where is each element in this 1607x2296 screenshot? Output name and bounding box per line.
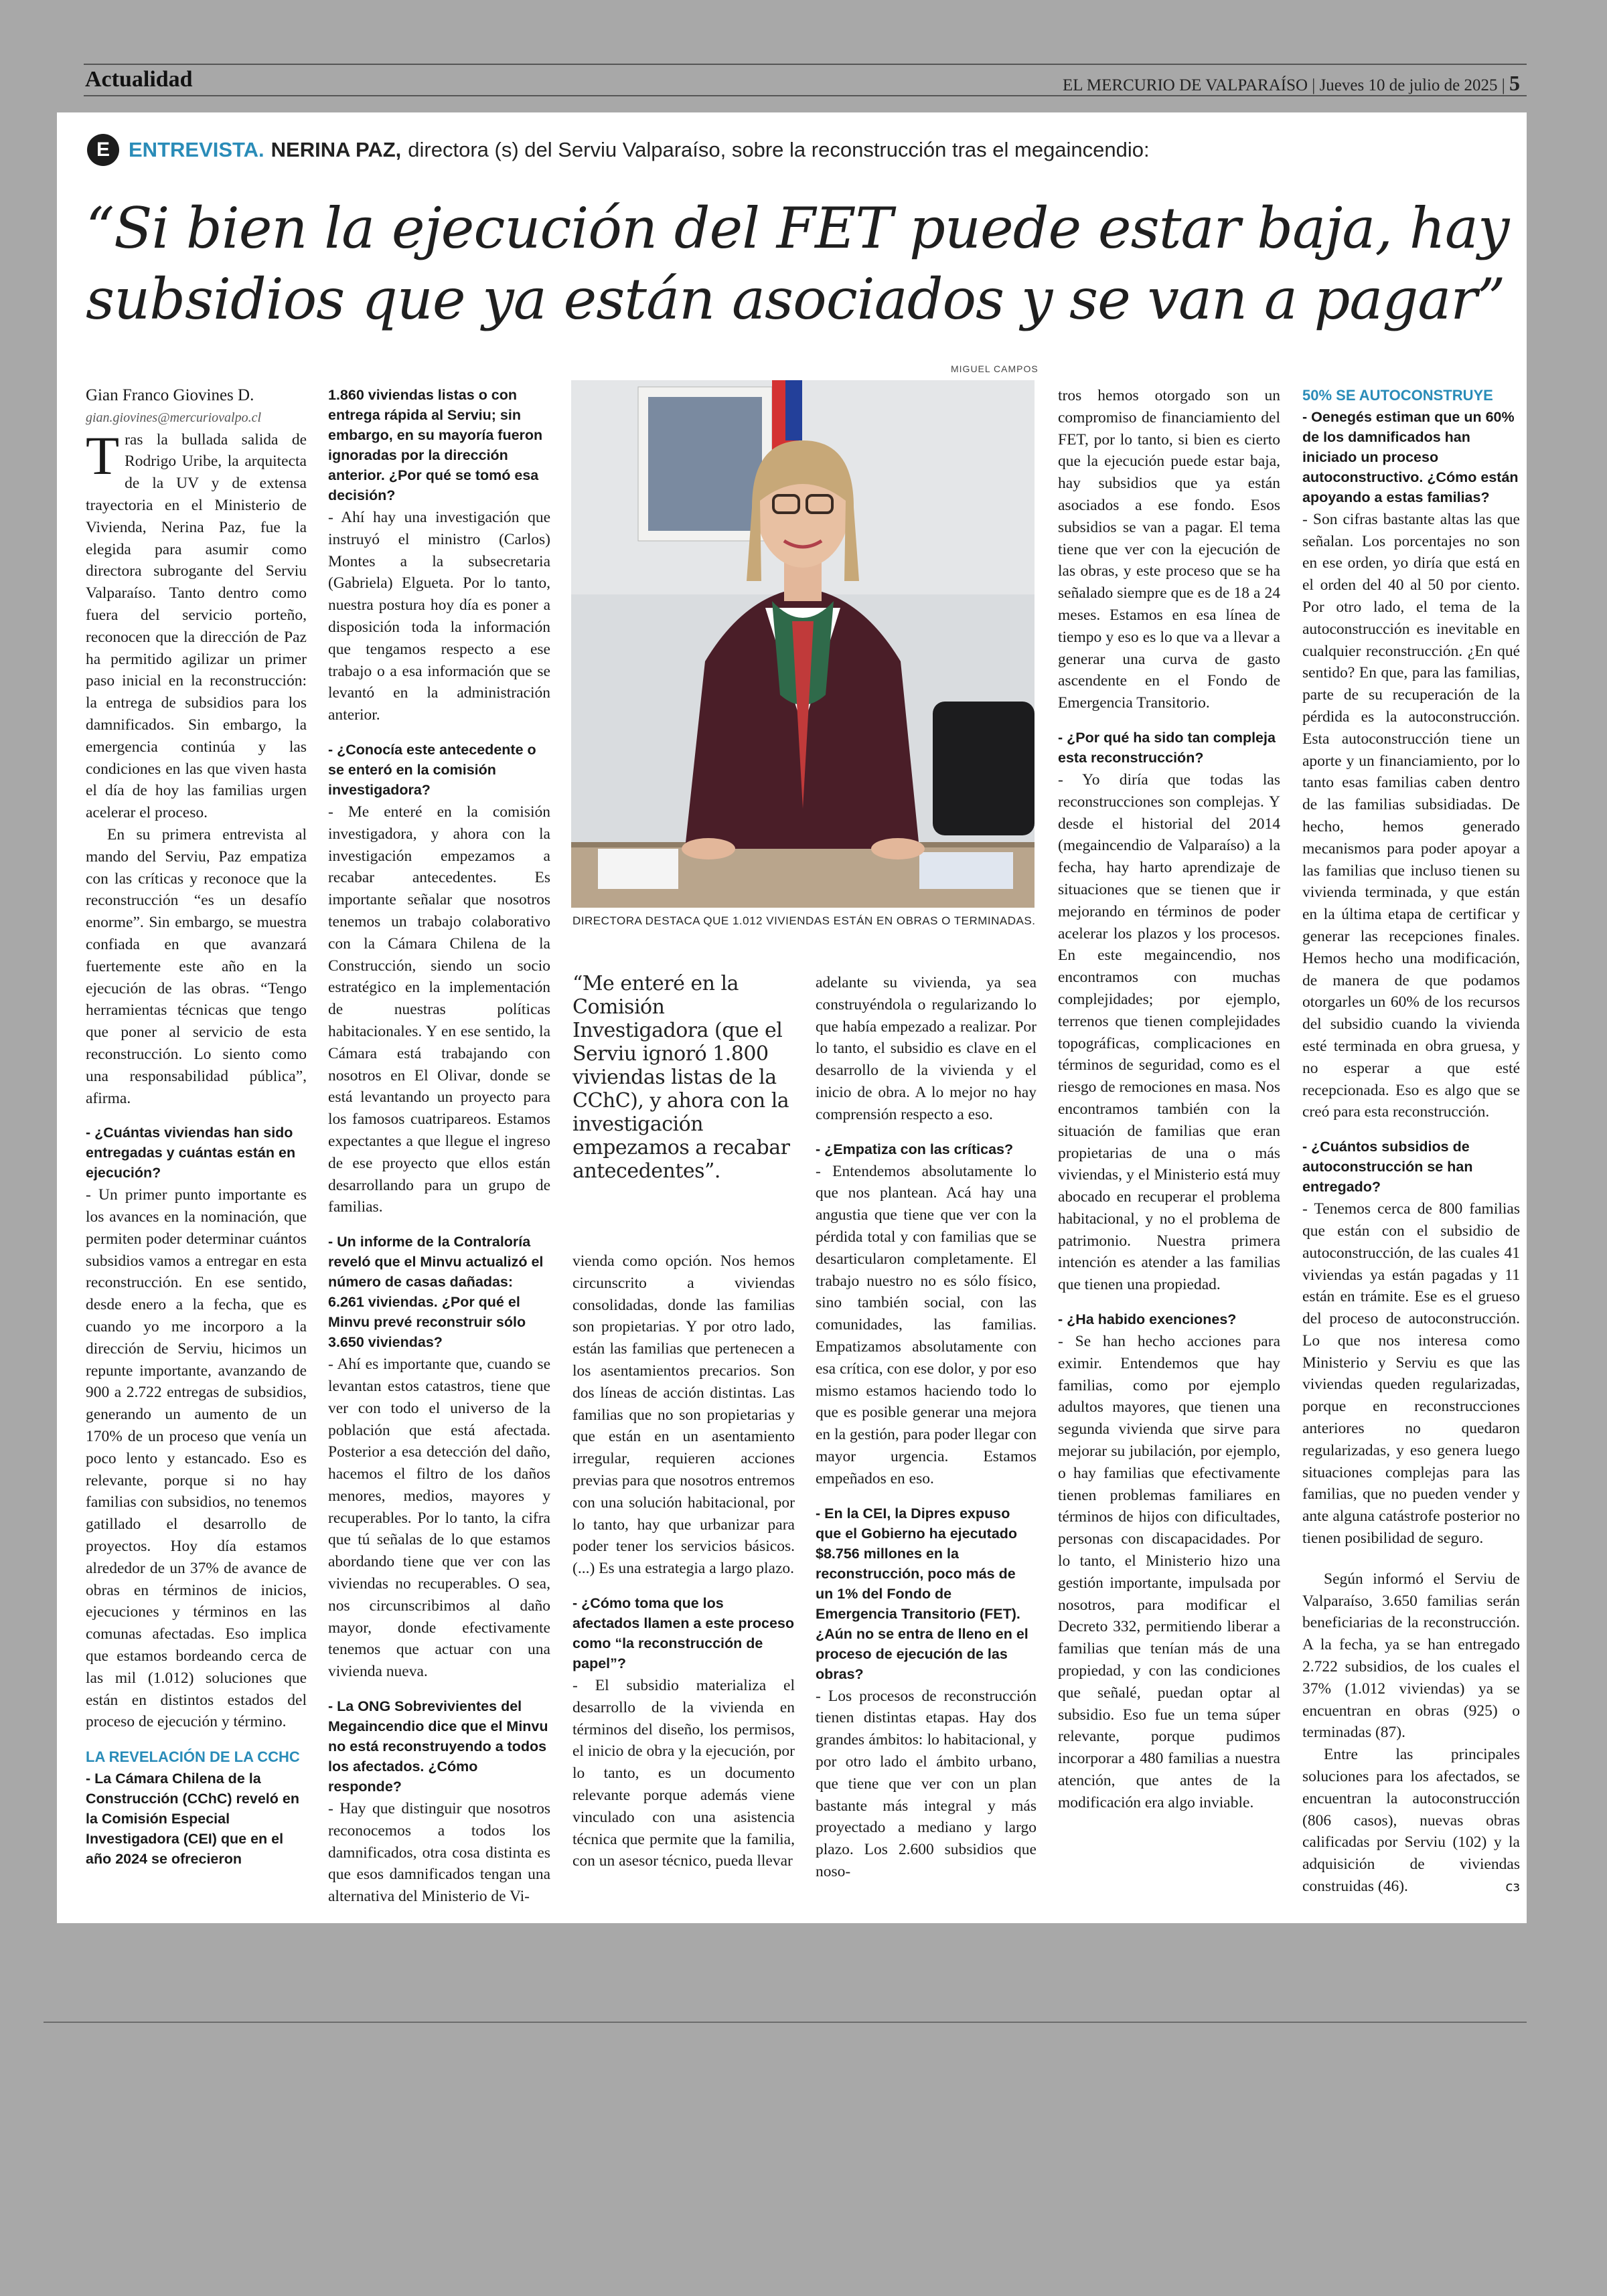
column-2 bbox=[328, 385, 550, 1908]
answer: - Un primer punto importante es los avances en la nominación, que permiten poder determinar cuántos subsidios vamos a entregar en esta reconstrucción. En ese sentido, desde enero a la fecha, que es cuando yo me incorporo a la dirección de Serviu, hicimos un repunte importante, avanzando de 900 a 2.722 entregas de subsidios, generando un aumento de un 170% de un proceso que venía un poco lento y estancado. Eso es relevante, porque si no hay familias con subsidios, no tenemos gatillado el desarrollo de proyectos. Hoy día estamos alrededor de un 37% de avance de obras en términos de inicios, ejecuciones y términos en las comunas afectadas. Eso implica que estamos bordeando cerca de las mil (1.012) soluciones que están en distintos estados del proceso de ejecución y término. bbox=[86, 1186, 307, 1731]
portrait-illustration bbox=[571, 380, 1035, 908]
portrait-photo bbox=[571, 380, 1035, 908]
bottom-rule bbox=[44, 2022, 1527, 2023]
answer: - Ahí hay una investigación que instruyó el ministro (Carlos) Montes a la subsecretaria (Gabriela) Elgueta. Por lo tanto, nuestra postura hoy día es poner a disposición toda la información que tengamos respecto a ese trabajo o a esa información que se levantó en la administración anterior. bbox=[328, 509, 550, 724]
closing-paragraph bbox=[1302, 1744, 1520, 1898]
paragraph: En su primera entrevista al mando del Serviu, Paz empatiza con las críticas y reconoce que la reconstrucción “es un desafío enorme”. Sin embargo, se muestra confiada en que avanzará fuertemente este año en la ejecución de las obras. “Tengo herramientas técnicas que tengo que poner al servicio de esta reconstrucción. Lo siento como una responsabilidad pública”, afirma. bbox=[86, 825, 307, 1107]
answer: - Entendemos absolutamente lo que nos plantean. Acá hay una angustia que tiene que ver con la pérdida total y con familias que se desarticularon completamente. El trabajo nuestro no es sólo físico, sino también social, con las comunidades, las familias. Empatizamos absolutamente con esa crítica, con ese dolor, y por eso mismo estamos haciendo todo lo que es posible generar una mejora en la gestión, para poder llegar con mayor urgencia. Estamos empeñados en eso. bbox=[816, 1162, 1037, 1487]
answer: - Se han hecho acciones para eximir. Entendemos que hay familias, como por ejemplo adultos mayores, que tienen una segunda vivienda que sirve para mejorar su jubilación, por ejemplo, o hay familias que efectivamente tienen problemas familiares en términos de hijos con dificultades, personas con discapacidades. Por lo tanto, el Ministerio hizo una gestión importante, impulsada por nosotros, para modificar el Decreto 332, permitiendo liberar a familias que tenían más de una propiedad, y con las condiciones que señalé, puedan optar al subsidio. Eso fue un tema súper relevante, porque pudimos incorporar a 480 familias a nuestra atención, que antes de la modificación era algo inviable. bbox=[1058, 1333, 1280, 1811]
answer-continued: tros hemos otorgado son un compromiso de financiamiento del FET, por lo tanto, si bien es cierto que la ejecución puede estar baja, hay subsidios que ya están asociados a ese fondo. Esos subsidios se van a pagar. El tema tiene que ver con la ejecución de las obras, y este proceso que se ha señalado siempre que es de 18 a 24 meses. Estamos en esa línea de tiempo y eso es lo que va a llevar a generar una curva de gasto ascendente en el Fondo de Emergencia Transitorio. bbox=[1058, 387, 1280, 712]
question: - ¿Ha habido exenciones? bbox=[1058, 1311, 1237, 1328]
byline-name: Gian Franco Giovines D. bbox=[86, 386, 254, 404]
question: - En la CEI, la Dipres expuso que el Gobierno ha ejecutado $8.756 millones en la reconstrucción, poco más de un 1% del Fondo de Emergencia Transitorio (FET). ¿Aún no se entra de lleno en el proceso de ejecución de las obras? bbox=[816, 1505, 1028, 1682]
kicker-name: NERINA PAZ, bbox=[271, 138, 402, 161]
page-number: 5 bbox=[1509, 71, 1520, 95]
question: - La Cámara Chilena de la Construcción (CChC) reveló en la Comisión Especial Investigadora (CEI) que en el año 2024 se ofrecieron bbox=[86, 1771, 299, 1868]
photo-caption: DIRECTORA DESTACA QUE 1.012 VIVIENDAS ESTÁN EN OBRAS O TERMINADAS. bbox=[572, 914, 1036, 927]
question: - Oenegés estiman que un 60% de los damnificados han iniciado un proceso autoconstructivo. ¿Cómo están apoyando a estas familias? bbox=[1302, 408, 1519, 505]
question: - La ONG Sobrevivientes del Megaincendio dice que el Minvu no está reconstruyendo a todos los afectados. ¿Cómo responde? bbox=[328, 1698, 548, 1795]
newspaper-dateline bbox=[1063, 71, 1520, 96]
column-5 bbox=[1058, 385, 1280, 1814]
interview-badge-icon: E bbox=[87, 134, 119, 166]
column-3 bbox=[572, 1250, 795, 1872]
paper-name-date: EL MERCURIO DE VALPARAÍSO | Jueves 10 de julio de 2025 | bbox=[1063, 76, 1505, 94]
photo-credit: MIGUEL CAMPOS bbox=[951, 363, 1039, 374]
interview-kicker bbox=[87, 134, 1493, 166]
column-4 bbox=[816, 972, 1037, 1883]
answer: - Ahí es importante que, cuando se levantan estos catastros, tiene que ver con todo el universo de la población que está afectada. Posterior a esa detección del daño, hacemos el filtro de los daños menores, medios, mayores y recuperables. Por lo tanto, la cifra que tú señalas de lo que estamos abordando tiene que ver con las viviendas no recuperables. O sea, nos circunscribimos al daño mayor, donde efectivamente tenemos que actuar con una vivienda nueva. bbox=[328, 1356, 550, 1681]
answer: - Yo diría que todas las reconstrucciones son complejas. Y desde el historial del 2014 (megaincendio de Valparaíso) a la fecha, hay harto aprendizaje de situaciones que se tienen que ir mejorando en términos de poder acelerar los plazos y los procesos. En este megaincendio, nos encontramos con muchas complejidades; por ejemplo, terrenos que tienen complejidades topográficas, complicaciones en términos de seguridad, como es el riesgo de remociones en masa. Nos encontramos también con la situación de familias que eran propietarias de una o más viviendas, y el Ministerio está muy abocado en recuperar el problema habitacional, y no el problema de patrimonio. Nuestra primera intención es atender a las familias que tienen una propiedad. bbox=[1058, 770, 1280, 1294]
question: - ¿Empatiza con las críticas? bbox=[816, 1141, 1014, 1157]
end-mark-icon: cɜ bbox=[1505, 1878, 1520, 1895]
drop-cap: T bbox=[86, 424, 120, 486]
question: - ¿Cómo toma que los afectados llamen a este proceso como “la reconstrucción de papel”? bbox=[572, 1594, 795, 1671]
closing-paragraph: Según informó el Serviu de Valparaíso, 3.650 familias serán beneficiarias de la reconstrucción. A la fecha, ya se han entregado 2.722 subsidios, de los cuales el 37% (1.012 viviendas) ya se encuentran en obras (925) o terminadas (87). bbox=[1302, 1570, 1520, 1742]
pull-quote: “Me enteré en la Comisión Investigadora (que el Serviu ignoró 1.800 viviendas listas de la CChC), y ahora con la investigación empezamos a recabar antecedentes”. bbox=[572, 972, 790, 1183]
answer: - Tenemos cerca de 800 familias que están con el subsidio de autoconstrucción, de las cuales 41 viviendas ya están pagadas y 11 están en trámite. Ese es el grueso del proceso de autoconstrucción. Lo que nos interesa como Ministerio y Serviu es que las viviendas queden regularizadas, porque en reconstrucciones anteriores no quedaron regularizadas, y eso genera luego situaciones complejas para las familias, que no pueden vender y ante alguna catástrofe posterior no tienen posibilidad de seguro. bbox=[1302, 1200, 1520, 1548]
section-title: Actualidad bbox=[85, 67, 193, 92]
closing-text: Entre las principales soluciones para los afectados, se encuentran la autoconstrucción (806 casos), nuevas obras calificadas por Serviu (102) y la adquisición de viviendas construidas (46). bbox=[1302, 1746, 1520, 1896]
question: - Un informe de la Contraloría reveló que el Minvu actualizó el número de casas dañadas: 6.261 viviendas. ¿Por qué el Minvu prevé reconstruir sólo 3.650 viviendas? bbox=[328, 1234, 544, 1351]
question: 1.860 viviendas listas o con entrega rápida al Serviu; sin embargo, en su mayoría fueron ignoradas por la dirección anterior. ¿Por qué se tomó esa decisión? bbox=[328, 387, 543, 503]
headline: “Si bien la ejecución del FET puede estar baja, hay subsidios que ya están asociados y se van a pagar” bbox=[86, 195, 1509, 332]
byline-email: gian.giovines@mercuriovalpo.cl bbox=[86, 410, 262, 425]
answer-continued: vienda como opción. Nos hemos circunscrito a viviendas consolidadas, donde las familias son propietarias. Y por otro lado, están las familias que pertenecen a los asentamientos precarios. Son dos líneas de acción distintas. Las familias que no son propietarias y que están en un asentamiento irregular, requieren acciones previas para que nosotros entremos con una solución habitacional, por lo tanto, hay que urbanizar para poder tener los servicios básicos. (...) Es una estrategia a largo plazo. bbox=[572, 1252, 795, 1578]
answer: - Son cifras bastante altas las que señalan. Los porcentajes no son en ese orden, yo diría que está en el orden del 40 al 50 por ciento. Por otro lado, el tema de la autoconstrucción es inevitable en cualquier reconstrucción. ¿En qué sentido? En que, para las familias, parte de su recuperación de la pérdida es la autoconstrucción. Esta autoconstrucción tiene un aporte y un financiamiento, por lo tanto esas familias caben dentro de las familias subsidiadas. De hecho, hemos generado mecanismos para poder apoyar a las familias que incluso tienen su vivienda terminada, y que están en la última etapa de certificar y generar las recepciones finales. Hemos hecho una modificación, de manera de que podamos otorgarles un 60% de los recursos del subsidio cuando la vivienda esté terminada en obra gruesa, y no esperar a que esté recepcionada. Eso es algo que se creó para esta reconstrucción. bbox=[1302, 510, 1520, 1121]
subheading: 50% SE AUTOCONSTRUYE bbox=[1302, 387, 1493, 404]
answer: - El subsidio materializa el desarrollo de la vivienda en términos del diseño, los permisos, el inicio de obra y la ejecución, por lo tanto, es un documento relevante porque además viene vinculado con una asistencia técnica que permite que la familia, con un asesor técnico, pueda llevar bbox=[572, 1676, 795, 1870]
answer: - Los procesos de reconstrucción tienen distintas etapas. Hay dos grandes ámbitos: lo habitacional, y por otro lado el ámbito urbano, que tiene que ver con un plan bastante más integral y más proyectado a mediano y largo plazo. Los 2.600 subsidios que noso- bbox=[816, 1687, 1037, 1880]
question: - ¿Conocía este antecedente o se enteró en la comisión investigadora? bbox=[328, 741, 536, 798]
intro-paragraph bbox=[86, 424, 307, 824]
answer: - Hay que distinguir que nosotros reconocemos a todos los damnificados, otra cosa distinta es que esos damnificados tengan una alternativa del Ministerio de Vi- bbox=[328, 1800, 550, 1906]
question: - ¿Por qué ha sido tan compleja esta reconstrucción? bbox=[1058, 729, 1276, 766]
column-1 bbox=[86, 385, 307, 1870]
answer-continued: adelante su vivienda, ya sea construyéndola o regularizando lo que había empezado a realizar. Por lo tanto, el subsidio es clave en el desarrollo de la vivienda y el inicio de obra. A lo mejor no hay comprensión respecto a eso. bbox=[816, 974, 1037, 1123]
kicker-label: ENTREVISTA. bbox=[129, 138, 264, 161]
subheading: LA REVELACIÓN DE LA CCHC bbox=[86, 1748, 300, 1766]
kicker-text: directora (s) del Serviu Valparaíso, sobre la reconstrucción tras el megaincendio: bbox=[408, 138, 1150, 161]
question: - ¿Cuántos subsidios de autoconstrucción se han entregado? bbox=[1302, 1139, 1473, 1196]
column-6 bbox=[1302, 385, 1520, 1898]
question: - ¿Cuántas viviendas han sido entregadas y cuántas están en ejecución? bbox=[86, 1125, 296, 1181]
answer: - Me enteré en la comisión investigadora, y ahora con la investigación empezamos a recabar antecedentes. Es importante señalar que nosotros tenemos un trabajo colaborativo con la Cámara Chilena de la Construcción, siendo un socio estratégico en la implementación de nuestras políticas habitacionales. Y en ese sentido, la Cámara está trabajando con nosotros en El Olivar, donde se está levantando un proyecto para los famosos cuatripareos. Estamos expectantes a que llegue el ingreso de ese proyecto que ellos están desarrollando para un grupo de familias. bbox=[328, 803, 550, 1216]
intro-text: ras la bullada salida de Rodrigo Uribe, la arquitecta de la UV y de extensa trayectoria en el Ministerio de Vivienda, Nerina Paz, fue la elegida para asumir como directora subrogante del Serviu Valparaíso. Tanto dentro como fuera del servicio porteño, reconocen que la dirección de Paz ha permitido agilizar un primer paso inicial en la reconstrucción: la entrega de subsidios para los damnificados. Sin embargo, la emergencia continúa y las condiciones en las que viven hasta el día de hoy las familias urgen acelerar el proceso. bbox=[86, 430, 307, 822]
